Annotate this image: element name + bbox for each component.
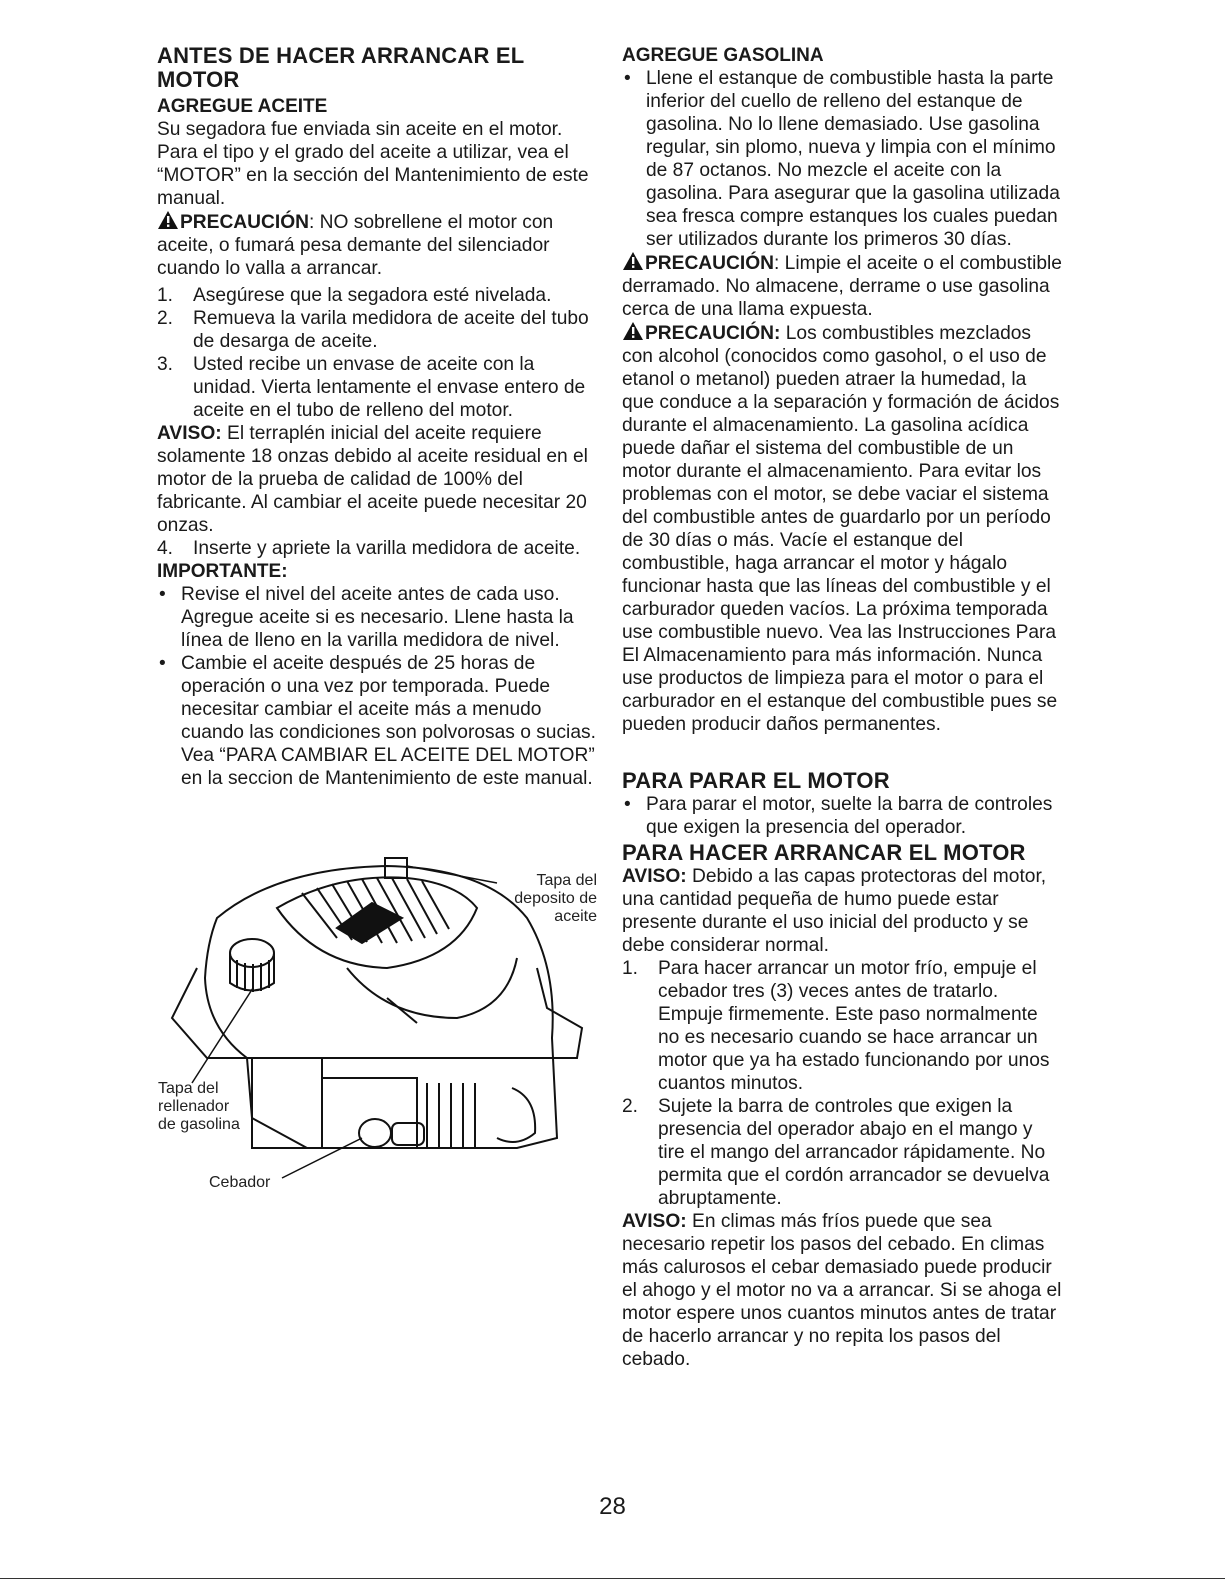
caution-text: : NO sobrellene el motor con aceite, o fumará pesa demante del silenciador cuando lo valla a arrancar. bbox=[157, 212, 554, 279]
list-item: 1. Asegúrese que la segadora esté nivelada. bbox=[157, 285, 552, 306]
heading-importante: IMPORTANTE: bbox=[157, 561, 288, 582]
bottom-rule bbox=[0, 1578, 1225, 1579]
caution-label: PRECAUCIÓN bbox=[180, 212, 309, 233]
heading-para-arrancar: PARA HACER ARRANCAR EL MOTOR bbox=[622, 840, 1026, 865]
list-item: 1. Para hacer arrancar un motor frío, empuje el cebador tres (3) veces antes de tratarlo. Empuje firmemente. Este paso normalmente no es necesario cuando se hace arrancar un motor que ya ha estado funcionando por unos cuantos minutos. bbox=[622, 958, 1050, 1094]
heading-agregue-gasolina: AGREGUE GASOLINA bbox=[622, 45, 824, 66]
aceite-caution bbox=[157, 210, 597, 280]
warning-triangle-icon bbox=[157, 210, 179, 230]
warning-triangle-icon bbox=[622, 251, 644, 271]
list-item: 2. Remueva la varila medidora de aceite del tubo de desarga de aceite. bbox=[157, 308, 589, 352]
list-item: • Revise el nivel del aceite antes de cada uso. Agregue aceite si es necesario. Llene hasta la línea de lleno en la varilla medidora de nivel. bbox=[159, 584, 574, 651]
list-item: 3. Usted recibe un envase de aceite con la unidad. Vierta lentamente el envase entero de aceite en el tubo de relleno del motor. bbox=[157, 354, 586, 421]
aceite-intro: Su segadora fue enviada sin aceite en el motor. Para el tipo y el grado del aceite a utilizar, vea el “MOTOR” en la sección del Mantenimiento de este manual. bbox=[157, 119, 589, 209]
list-item: 2. Sujete la barra de controles que exigen la presencia del operador abajo en el mango y tire el mango del arrancador rápidamente. No permita que el cordón arrancador se devuelva abruptamente. bbox=[622, 1096, 1050, 1209]
list-item: • Para parar el motor, suelte la barra de controles que exigen la presencia del operador. bbox=[624, 794, 1053, 838]
gasolina-caution-1: PRECAUCIÓN: Limpie el aceite o el combustible derramado. No almacene, derrame o use gasolina cerca de una llama expuesta. bbox=[622, 253, 1062, 320]
callout-tapa-rellenador: Tapa del rellenador de gasolina bbox=[158, 1080, 240, 1133]
callout-cebador: Cebador bbox=[209, 1174, 271, 1191]
warning-triangle-icon bbox=[622, 321, 644, 341]
list-item: • Llene el estanque de combustible hasta la parte inferior del cuello de relleno del estanque de gasolina. No lo llene demasiado. Use gasolina regular, sin plomo, nueva y limpia con el mínimo de 87 octanos. No mezcle el aceite con la gasolina. Para asegurar que la gasolina utilizada sea fresca compre estanques los cuales puedan ser utilizados durante los primeros 30 días. bbox=[624, 68, 1060, 250]
callout-tapa-deposito: Tapa del deposito de aceite bbox=[514, 872, 597, 925]
aceite-aviso: AVISO: El terraplén inicial del aceite requiere solamente 18 onzas debido al aceite residual en el motor de la prueba de calidad de 100% del fabricante. Al cambiar el aceite puede necesitar 20 onzas. bbox=[157, 423, 588, 536]
engine-illustration bbox=[157, 848, 597, 1208]
heading-para-parar: PARA PARAR EL MOTOR bbox=[622, 768, 890, 793]
section-title-antes: ANTES DE HACER ARRANCAR EL MOTOR bbox=[157, 43, 524, 92]
arrancar-aviso: AVISO: Debido a las capas protectoras del motor, una cantidad pequeña de humo puede estar presente durante el uso inicial del producto y se debe considerar normal. bbox=[622, 866, 1047, 956]
heading-agregue-aceite: AGREGUE ACEITE bbox=[157, 96, 328, 117]
right-column bbox=[622, 44, 1062, 1371]
left-column bbox=[157, 44, 597, 790]
page-number: 28 bbox=[599, 1493, 626, 1520]
arrancar-aviso-2: AVISO: En climas más fríos puede que sea necesario repetir los pasos del cebado. En climas más calurosos el cebar demasiado puede producir el ahogo y el motor no va a arrancar. Si se ahoga el motor espere unos cuantos minutos antes de tratar de hacerlo arrancar y no repita los pasos del cebado. bbox=[622, 1211, 1062, 1370]
list-item: • Cambie el aceite después de 25 horas de operación o una vez por temporada. Puede necesitar cambiar el aceite más a menudo cuando las condiciones son polvorosas o sucias. Vea “PARA CAMBIAR EL ACEITE DEL MOTOR” en la seccion de Mantenimiento de este manual. bbox=[159, 653, 596, 789]
gasolina-caution-2: PRECAUCIÓN: Los combustibles mezclados con alcohol (conocidos como gasohol, o el uso de etanol o metanol) pueden atraer la humedad, la que conduce a la separación y formación de ácidos durante el almacenamiento. La gasolina acídica puede dañar el sistema del combustible de un motor durante el almacenamiento. Para evitar los problemas con el motor, se debe vaciar el sistema del combustible antes de guardarlo por un período de 30 días o más. Vacíe el estanque del combustible, haga arrancar el motor y hágalo funcionar hasta que las líneas del combustible y el carburador queden vacíos. La próxima temporada use combustible nuevo. Vea las Instrucciones Para El Almacenamiento para más información. Nunca use productos de limpieza para el motor o para el carburador en el estanque del combustible pues se pueden producir daños permanentes. bbox=[622, 323, 1060, 735]
list-item: 4. Inserte y apriete la varilla medidora de aceite. bbox=[157, 538, 581, 559]
